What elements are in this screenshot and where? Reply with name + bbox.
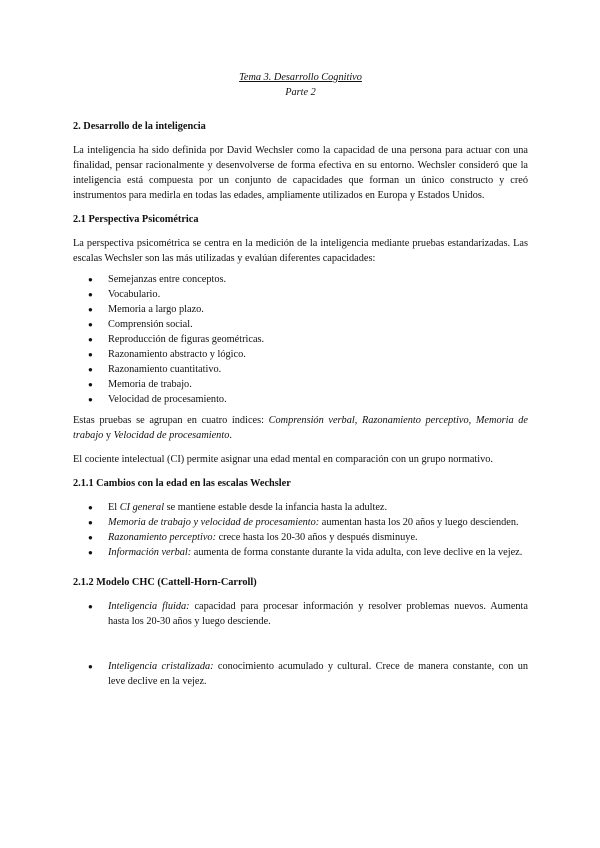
section-2-1-1-heading: 2.1.1 Cambios con la edad en las escalas Wechsler (73, 478, 291, 489)
document-title: Tema 3. Desarrollo Cognitivo (239, 72, 362, 83)
age-changes-list (73, 500, 528, 560)
list-item: ● Razonamiento abstracto y lógico. (73, 347, 528, 362)
capacities-list (73, 272, 528, 407)
list-item: ● Velocidad de procesamiento. (73, 392, 528, 407)
chc-list (73, 599, 528, 689)
list-item: ● Comprensión social. (73, 317, 528, 332)
document-page (73, 70, 528, 695)
list-item: ● Memoria a largo plazo. (73, 302, 528, 317)
list-item: ● Información verbal: aumenta de forma constante durante la vida adulta, con leve declive en la vejez. (73, 545, 528, 560)
indices-paragraph: Estas pruebas se agrupan en cuatro índices: Comprensión verbal, Razonamiento perceptivo, Memoria de trabajo y Velocidad de procesamiento. (73, 415, 528, 441)
section-2-paragraph: La inteligencia ha sido definida por David Wechsler como la capacidad de una persona para actuar con una finalidad, pensar racionalmente y desenvolverse de forma efectiva en su entorno. Wechsler consideró que la inteligencia está compuesta por un conjunto de capacidades que forman un único constructo y creó instrumentos para medirla en todas las edades, ampliamente utilizados en Europa y Estados Unidos. (73, 145, 528, 201)
section-2-heading: 2. Desarrollo de la inteligencia (73, 121, 206, 132)
ci-paragraph: El cociente intelectual (CI) permite asignar una edad mental en comparación con un grupo normativo. (73, 454, 494, 465)
list-item: ● Inteligencia fluida: capacidad para procesar información y resolver problemas nuevos. Aumenta hasta los 20-30 años y luego desciende. (73, 599, 528, 629)
list-item: ● Vocabulario. (73, 287, 528, 302)
list-item: ● Razonamiento perceptivo: crece hasta los 20-30 años y después disminuye. (73, 530, 528, 545)
list-item: ● El CI general se mantiene estable desde la infancia hasta la adultez. (73, 500, 528, 515)
list-item: ● Razonamiento cuantitativo. (73, 362, 528, 377)
section-2-1-paragraph: La perspectiva psicométrica se centra en la medición de la inteligencia mediante pruebas estandarizadas. Las escalas Wechsler son las más utilizadas y evalúan diferentes capacidades: (73, 238, 528, 264)
list-item: ● Memoria de trabajo. (73, 377, 528, 392)
section-2-1-2-heading: 2.1.2 Modelo CHC (Cattell-Horn-Carroll) (73, 577, 257, 588)
document-subtitle: Parte 2 (285, 87, 316, 98)
list-item: ● Reproducción de figuras geométricas. (73, 332, 528, 347)
list-item: ● Inteligencia cristalizada: conocimiento acumulado y cultural. Crece de manera constante, con un leve declive en la vejez. (73, 659, 528, 689)
list-item: ● Memoria de trabajo y velocidad de procesamiento: aumentan hasta los 20 años y luego descienden. (73, 515, 528, 530)
list-item: ● Semejanzas entre conceptos. (73, 272, 528, 287)
section-2-1-heading: 2.1 Perspectiva Psicométrica (73, 214, 199, 225)
